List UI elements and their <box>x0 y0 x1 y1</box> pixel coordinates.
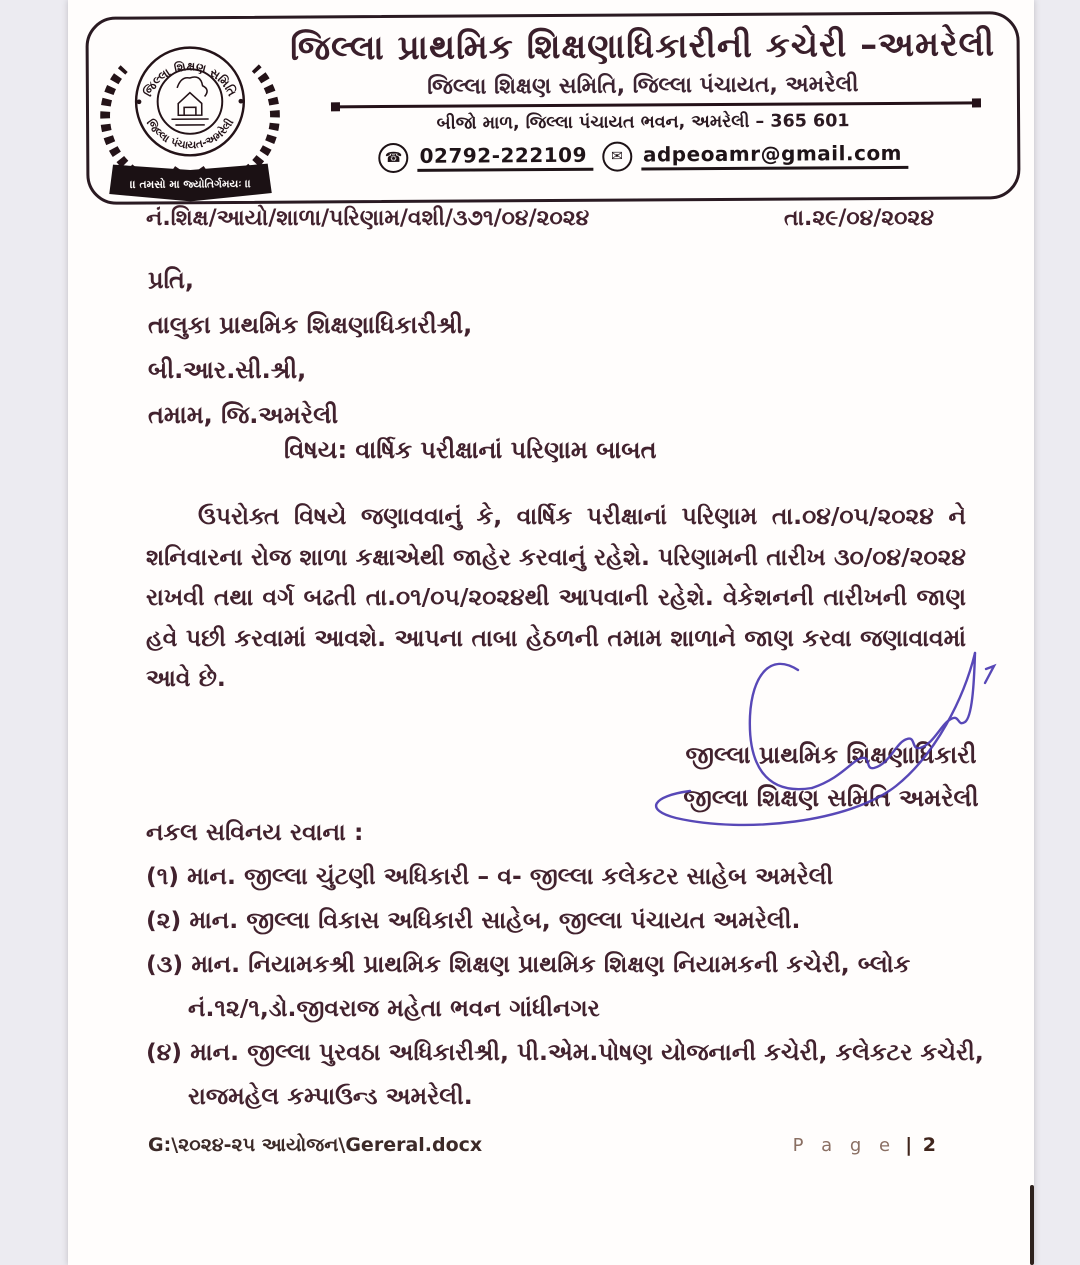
subject-line: વિષય: વાર્ષિક પરીક્ષાનાં પરિણામ બાબત <box>284 436 657 464</box>
phone-glyph: ☎ <box>384 149 403 167</box>
office-subtitle: જિલ્લા શિક્ષણ સમિતિ, જિલ્લા પંચાયત, અમરેલી <box>427 72 859 100</box>
signatory-organization: જીલ્લા શિક્ષણ સમિતિ અમરેલી <box>683 784 979 812</box>
scanned-letter-page <box>68 0 1034 1265</box>
file-path: G:\૨૦૨૪-૨૫ આયોજન\Gereral.docx <box>148 1134 483 1156</box>
page-label: P a g e <box>792 1135 897 1156</box>
page-indicator <box>793 1134 938 1156</box>
laurel-right <box>246 68 276 172</box>
cc-item: (૪) માન. જીલ્લા પુરવઠા અધિકારીશ્રી, પી.એમ.પોષણ યોજનાની કચેરી, કલેકટર કચેરી, <box>146 1038 984 1066</box>
recipient-block <box>148 258 472 438</box>
seal-ring-text-top: જિલ્લા શિક્ષણ સમિતિ <box>140 59 240 99</box>
cc-item-continuation: નં.૧૨/૧,ડો.જીવરાજ મહેતા ભવન ગાંધીનગર <box>188 994 600 1022</box>
laurel-left <box>105 69 135 173</box>
page-number: | 2 <box>905 1134 938 1156</box>
cc-heading: નકલ સવિનય રવાના : <box>146 818 364 846</box>
contact-row <box>287 139 999 173</box>
seal-dot-right <box>238 99 243 104</box>
email-address: adpeoamr@gmail.com <box>641 141 908 171</box>
scan-edge-shadow <box>1030 1185 1034 1265</box>
office-address: બીજો માળ, જિલ્લા પંચાયત ભવન, અમરેલી – 365 601 <box>436 111 850 134</box>
cc-item: (૧) માન. જીલ્લા ચુંટણી અધિકારી – વ- જીલ્લા કલેકટર સાહેબ અમરેલી <box>146 862 834 890</box>
handwritten-signature <box>628 628 1028 833</box>
reference-number: નં.શિક્ષ/આયો/શાળા/પરિણામ/વશી/૩૭૧/૦૪/૨૦૨૪ <box>146 206 590 231</box>
recipient-line: પ્રતિ, <box>148 266 195 294</box>
envelope-glyph: ✉ <box>611 148 623 165</box>
letterhead <box>85 11 1020 205</box>
office-title: જિલ્લા પ્રાથમિક શિક્ષણાધિકારીની કચેરી –અમરેલી <box>290 24 996 69</box>
phone-number: 02792-222109 <box>417 143 593 172</box>
recipient-line: તમામ, જિ.અમરેલી <box>148 401 339 429</box>
signatory-designation: જીલ્લા પ્રાથમિક શિક્ષણાધિકારી <box>685 741 977 769</box>
office-seal-logo <box>94 21 285 208</box>
recipient-line: બી.આર.સી.શ્રી, <box>148 356 307 384</box>
envelope-icon <box>602 142 632 172</box>
cc-item: (૩) માન. નિયામકશ્રી પ્રાથમિક શિક્ષણ પ્રાથમિક શિક્ષણ નિયામકની કચેરી, બ્લોક <box>146 950 911 978</box>
phone-icon <box>378 143 408 173</box>
cc-item: (૨) માન. જીલ્લા વિકાસ અધિકારી સાહેબ, જીલ્લા પંચાયત અમરેલી. <box>146 906 801 934</box>
body-paragraph: ઉપરોક્ત વિષયે જણાવવાનું કે, વાર્ષિક પરીક્ષાનાં પરિણામ તા.૦૪/૦૫/૨૦૨૪ ને શનિવારના રોજ શાળા કક્ષાએથી જાહેર કરવાનું રહેશે. પરિણામની તારીખ ૩૦/૦૪/૨૦૨૪ રાખવી તથા વર્ગ બઢતી તા.૦૧/૦૫/૨૦૨૪થી આપવાની રહેશે. વેકેશનની તારીખની જાણ હવે પછી કરવામાં આવશે. આપના તાબા હેઠળની તમામ શાળાને જાણ કરવા જણાવાવમાં આવે છે. <box>146 502 966 692</box>
page-footer <box>148 1134 938 1156</box>
seal-dot-left <box>137 99 142 104</box>
cc-list <box>146 810 986 1118</box>
cc-item-continuation: રાજમહેલ કમ્પાઉન્ડ અમરેલી. <box>188 1082 473 1110</box>
motto-text: ।। તમસો મા જ્યોતિર્ગમયઃ ।। <box>129 177 251 192</box>
letter-date: તા.૨૯/૦૪/૨૦૨૪ <box>784 206 934 231</box>
recipient-line: તાલુકા પ્રાથમિક શિક્ષણાધિકારીશ્રી, <box>148 311 473 339</box>
reference-row <box>146 206 934 231</box>
seal-ring-text-bottom: જિલ્લા પંચાયત-અમરેલી <box>143 116 237 152</box>
